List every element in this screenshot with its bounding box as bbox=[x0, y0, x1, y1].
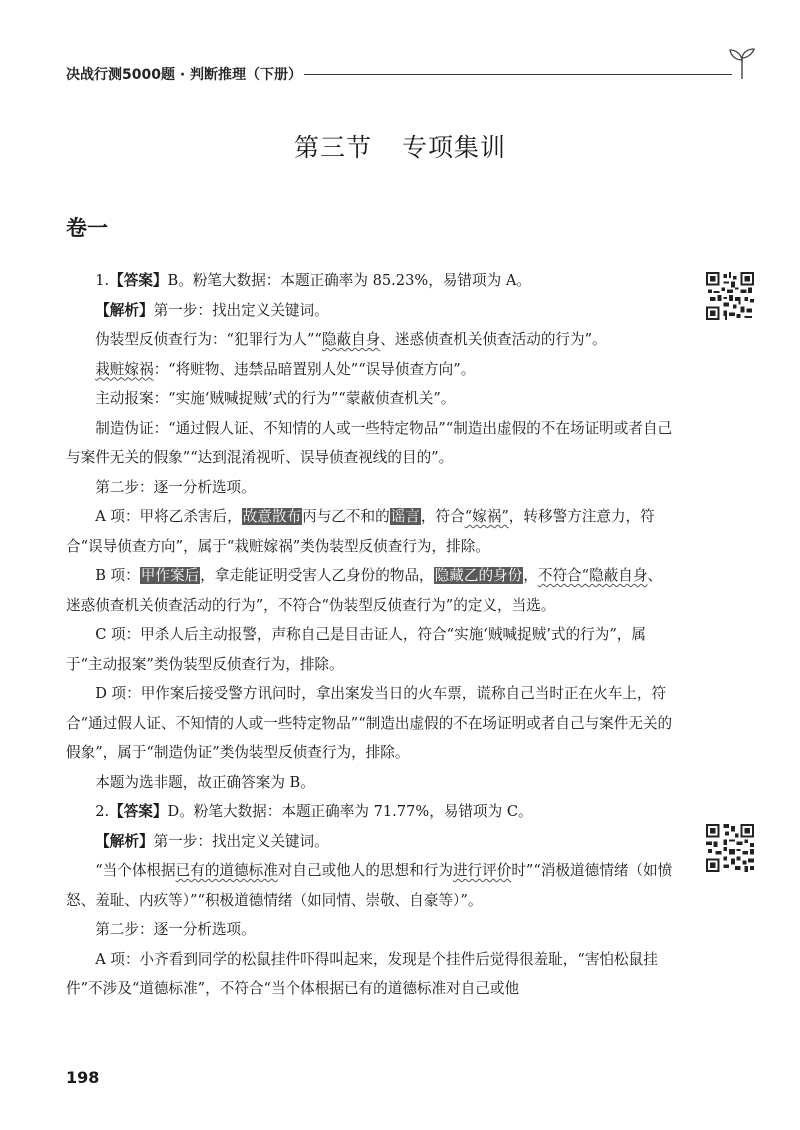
q1-step2: 第二步：逐一分析选项。 bbox=[95, 478, 256, 496]
q1-analysis-step1: 【解析】第一步：找出定义关键词。 bbox=[95, 301, 329, 319]
sprout-icon bbox=[728, 46, 756, 80]
book-title: 决战行测5000题 · 判断推理（下册） bbox=[66, 67, 303, 83]
q1-definition-3: 主动报案：“实施‘贼喊捉贼’式的行为”“蒙蔽侦查机关”。 bbox=[95, 390, 456, 407]
q1-answer: 1.【答案】B。粉笔大数据：本题正确率为 85.23%，易错项为 A。 bbox=[95, 272, 531, 289]
volume-heading: 卷一 bbox=[66, 216, 108, 240]
q1-option-a: A 项：甲将乙杀害后，故意散布丙与乙不和的谣言，符合“嫁祸”，转移警方注意力，符合“误导侦查方向”，属于“栽赃嫁祸”类伪装型反侦查行为，排除。 bbox=[66, 508, 655, 555]
q1-definition-4: 制造伪证：“通过假人证、不知情的人或一些特定物品”“制造出虚假的不在场证明或者自己与案件无关的假象”“达到混淆视听、误导侦查视线的目的”。 bbox=[66, 419, 673, 466]
q1-option-b: B 项：甲作案后，拿走能证明受害人乙身份的物品，隐藏乙的身份，不符合“隐蔽自身、迷惑侦查机关侦查活动的行为”，不符合“伪装型反侦查行为”的定义，当选。 bbox=[66, 567, 663, 614]
page-number: 198 bbox=[66, 1068, 100, 1087]
q2-option-a: A 项：小齐看到同学的松鼠挂件吓得叫起来，发现是个挂件后觉得很羞耻，“害怕松鼠挂件”不涉及“道德标准”，不符合“当个体根据已有的道德标准对自己或他 bbox=[66, 950, 658, 997]
q1-option-d: D 项：甲作案后接受警方讯问时，拿出案发当日的火车票，谎称自己当时正在火车上，符合“通过假人证、不知情的人或一些特定物品”“制造出虚假的不在场证明或者自己与案件无关的假象”，属于“制造伪证”类伪装型反侦查行为，排除。 bbox=[66, 685, 673, 761]
q2-step2: 第二步：逐一分析选项。 bbox=[95, 921, 256, 938]
answer-explanation bbox=[66, 266, 676, 1004]
section-label: 第三节 bbox=[293, 133, 372, 162]
q2-definition: “当个体根据已有的道德标准对自己或他人的思想和行为进行评价时”“消极道德情绪（如愤怒、羞耻、内疚等）”“积极道德情绪（如同情、崇敬、自豪等）”。 bbox=[66, 862, 673, 909]
q1-definition-1: 伪装型反侦查行为：“犯罪行为人”“隐蔽自身、迷惑侦查机关侦查活动的行为”。 bbox=[95, 331, 607, 348]
q2-analysis-step1: 【解析】第一步：找出定义关键词。 bbox=[95, 832, 329, 850]
q1-option-c: C 项：甲杀人后主动报警，声称自己是目击证人，符合“实施‘贼喊捉贼’式的行为”，属于“主动报案”类伪装型反侦查行为，排除。 bbox=[66, 626, 646, 673]
section-name: 专项集训 bbox=[402, 133, 507, 162]
section-title bbox=[0, 128, 800, 164]
q1-conclusion: 本题为选非题，故正确答案为 B。 bbox=[95, 773, 315, 791]
header-rule bbox=[304, 74, 732, 75]
q1-definition-2: 栽赃嫁祸：“将赃物、违禁品暗置别人处”“误导侦查方向”。 bbox=[95, 360, 476, 378]
qr-code-icon bbox=[706, 272, 754, 320]
running-header bbox=[66, 60, 756, 90]
q2-answer: 2.【答案】D。粉笔大数据：本题正确率为 71.77%，易错项为 C。 bbox=[95, 803, 533, 820]
qr-code-icon bbox=[706, 824, 754, 872]
